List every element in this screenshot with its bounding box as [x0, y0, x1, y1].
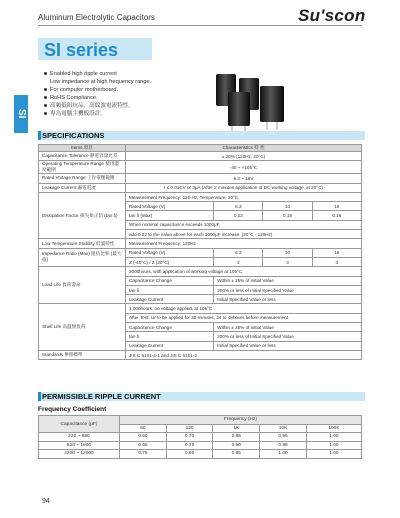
bullet-icon: [44, 88, 47, 91]
feature-item: Enabled high ripple current: [44, 70, 214, 78]
table-row: Z (-40°C) / Z (20°C) 3 3 3: [39, 257, 362, 266]
table-row: 820 ~ 1800 0.65 0.75 0.90 0.98 1.00: [39, 441, 362, 450]
frequency-header: Frequency (Hz): [120, 416, 362, 425]
table-row: 220 ~ 680 0.60 0.70 0.85 0.95 1.00: [39, 433, 362, 442]
table-row: Operating Temperature Range 使用溫度範圍 -40 ~ +105°C: [39, 161, 362, 174]
table-row: Shelf Life 高溫無負荷 1,000hours, no voltage applied, at 105°C .: [39, 304, 362, 313]
freq-col: 60: [120, 424, 167, 433]
series-side-tab: SI: [14, 95, 28, 133]
freq-col: 10K: [260, 424, 307, 433]
table-row: Capacitance Tolerance 靜電容量允差 ± 20% (120Hz, 20°C): [39, 152, 362, 161]
table-row: Leakage Current Initial Specified Value or less: [39, 295, 362, 304]
feature-item: 專為電腦主機板設計。: [44, 110, 214, 118]
feature-item: Low impedance at high frequency range.: [50, 79, 152, 85]
col-items: Items 項目: [39, 145, 126, 152]
freq-col: 120: [166, 424, 213, 433]
capacitance-header: Capacitance (μF): [39, 416, 120, 433]
table-row: tan δ 200% or less of Initial Specified Value: [39, 285, 362, 294]
bullet-icon: [44, 104, 47, 107]
table-row: Load Life 負荷壽命 2000hours, with application of working voltage at 105°C: [39, 267, 362, 276]
col-characteristics: Characteristics 特 性: [126, 145, 362, 152]
table-row: Capacitance Change Within ± 25% of initial Value: [39, 323, 362, 332]
freq-col: 1K: [213, 424, 260, 433]
freq-col: 100K: [306, 424, 361, 433]
brand-logo: Su'scon: [298, 6, 366, 25]
table-row: Standards 參照標準 JIS C 5101-4-1 and JIS C 5101-2: [39, 350, 362, 359]
bullet-icon: [44, 72, 47, 75]
table-row: Impedance Ratio (Max) 阻抗比率 (最大值) Rated Voltage (V) 6.3 10 16: [39, 248, 362, 257]
feature-list: [44, 70, 214, 118]
header-divider: [38, 25, 362, 26]
table-row: add 0.02 to the value above for each 1000μF increase. (20°C · 120Hz): [39, 230, 362, 239]
table-row: After Test: Ur to be applied for 30 minutes, 24 to 48hours before measurement.: [39, 313, 362, 322]
table-row: Leakage Current 漏電電流 I ≤ 0.01CV or 3μA (After 2 minutes application of DC working voltage, at 20°C): [39, 183, 362, 192]
table-row: Low Temperature Stability 低溫特性 Measurement Frequency: 120Hz: [39, 239, 362, 248]
bullet-icon: [44, 96, 47, 99]
frequency-coefficient-title: Frequency Coefficient: [38, 406, 107, 413]
feature-item: RoHS Compliance.: [44, 94, 214, 102]
table-row: 2200 ~ 12000 0.76 0.80 0.95 1.00 1.00: [39, 450, 362, 459]
table-row: Dissipation Factor 損失角正切 (tan δ) Measurement Frequency: 120 Hz, Temperature: 20°C.: [39, 192, 362, 201]
table-row: tan δ (Max) 0.22 0.19 0.16: [39, 211, 362, 220]
bullet-icon: [44, 112, 47, 115]
table-row: tan δ 200% or less of Initial Specified Value: [39, 332, 362, 341]
table-row: When nominal capacitance exceeds 1000μF,: [39, 220, 362, 229]
ripple-title: PERMISSIBLE RIPPLE CURRENT: [42, 392, 161, 401]
series-title: SI series: [44, 40, 119, 60]
table-row: Leakage Current Initial Specified Value or less: [39, 341, 362, 350]
ripple-table: [38, 415, 362, 459]
capacitor-image: [212, 72, 292, 132]
table-row: Capacitance Change Within ± 25% of initial Value: [39, 276, 362, 285]
specifications-table: [38, 144, 362, 360]
category-title: Aluminum Electrolytic Capacitors: [38, 13, 155, 22]
page-number: 94: [42, 498, 50, 505]
feature-item: For computer motherboard.: [44, 86, 214, 94]
table-row: Rated Voltage (V) 6.3 10 16: [39, 202, 362, 211]
feature-item: 高頻低阻抗品，高紋波電流特性。: [44, 102, 214, 110]
table-row: Rated Voltage Range 工作電壓範圍 6.3 ~ 16V: [39, 174, 362, 183]
specifications-title: SPECIFICATIONS: [42, 131, 105, 140]
